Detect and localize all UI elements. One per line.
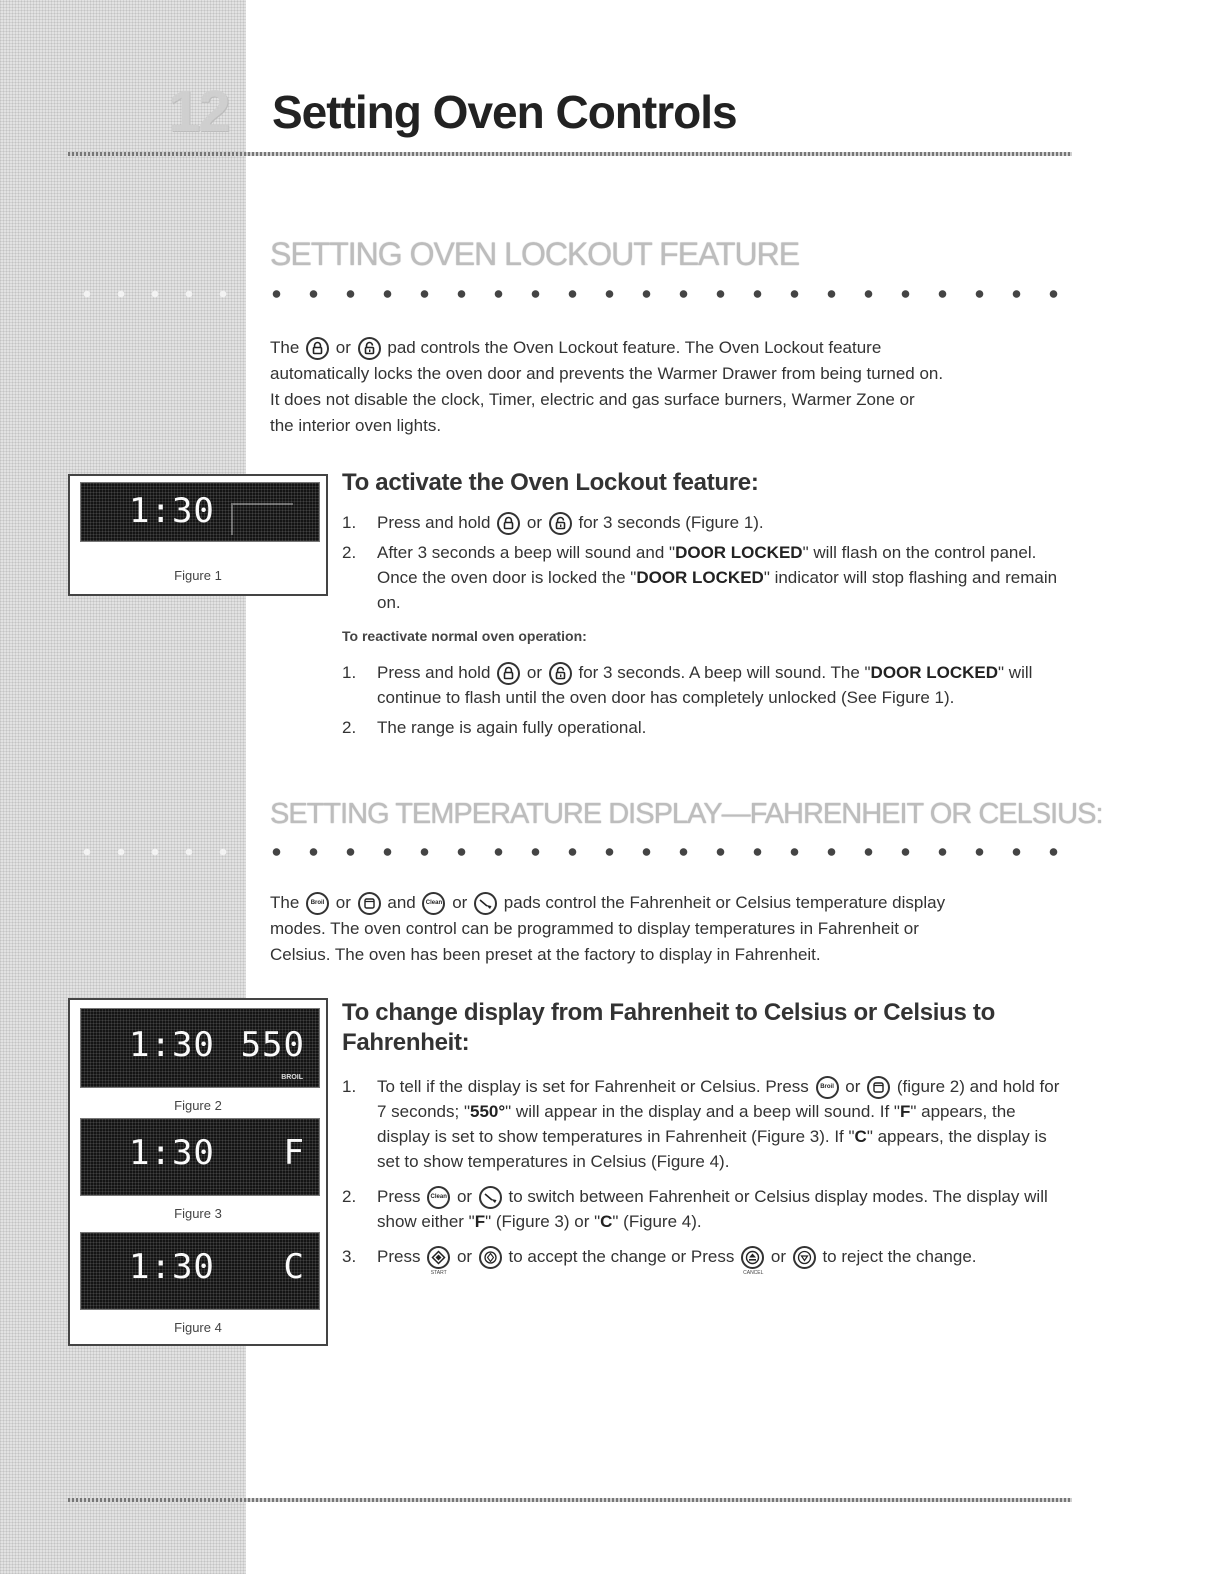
cancel-alt-pad-icon (793, 1246, 816, 1269)
lcd-temperature: 550 (240, 1025, 305, 1065)
lcd-display (80, 482, 320, 542)
temperature-intro: The Broil or and Clean or pads control the Fahrenheit or Celsius temperature display modes. The oven control can be programmed to display temperatures in Fahrenheit or Celsius. The oven has been preset at the factory to display in Fahrenheit. (270, 893, 946, 964)
change-display-steps (342, 1074, 1072, 1277)
side-divider-dots (70, 289, 240, 299)
reactivate-title: To reactivate normal oven operation: (342, 628, 587, 644)
figure-caption: Figure 3 (174, 1206, 222, 1221)
figure-caption: Figure 1 (174, 568, 222, 583)
lockout-intro: The or pad controls the Oven Lockout feature. The Oven Lockout feature automatically locks the oven door and prevents the Warmer Drawer from being turned on. It does not disable the clock, Timer, electric and gas surface burners, Warmer Zone or the interior oven lights. (270, 338, 944, 435)
self-clean-pad-icon (479, 1186, 502, 1209)
list-item: 2. The range is again fully operational. (342, 718, 647, 738)
start-pad-icon: START (427, 1246, 450, 1269)
list-item: 3. Press START or to accept the change or Press CANCEL or to reject the change. (342, 1247, 977, 1277)
unlock-pad-icon (549, 662, 572, 685)
section-heading-lockout: SETTING OVEN LOCKOUT FEATURE (270, 236, 800, 272)
lcd-display (80, 1232, 320, 1310)
lcd-unit: F (283, 1133, 305, 1173)
start-alt-pad-icon (479, 1246, 502, 1269)
broil-pad-icon: Broil (816, 1076, 839, 1099)
reactivate-steps (342, 660, 1072, 745)
lock-pad-icon (306, 337, 329, 360)
unlock-pad-icon (358, 337, 381, 360)
activate-title: To activate the Oven Lockout feature: (342, 469, 759, 496)
self-clean-pad-icon (474, 892, 497, 915)
figure-caption: Figure 2 (174, 1098, 222, 1113)
broil-element-pad-icon (867, 1076, 890, 1099)
page-number: 12 (168, 79, 229, 144)
lock-pad-icon (497, 512, 520, 535)
list-item: 1. To tell if the display is set for Fahrenheit or Celsius. Press Broil or (figure 2) and hold for 7 seconds; "550°" will appear in the display and a beep will sound. If "F" appears, the display is set to show temperatures in Fahrenheit (Figure 3). If "C" appears, the display is set to show temperatures in Celsius (Figure 4). (342, 1077, 1060, 1172)
list-item: 2. After 3 seconds a beep will sound and "DOOR LOCKED" will flash on the control panel. Once the oven door is locked the "DOOR LOCKED" indicator will stop flashing and remain on. (342, 543, 1058, 613)
header-rule (68, 152, 1072, 156)
change-display-title: To change display from Fahrenheit to Celsius or Celsius to Fahrenheit: (342, 999, 995, 1056)
lcd-time: 1:30 (129, 1025, 215, 1065)
list-item: 1. Press and hold or for 3 seconds (Figure 1). (342, 510, 1072, 535)
lcd-segment-mark (231, 503, 293, 535)
lcd-unit: C (283, 1247, 305, 1287)
side-divider-dots (70, 847, 240, 857)
lock-pad-icon (497, 662, 520, 685)
section-divider-dots (258, 846, 1072, 858)
clean-pad-icon: Clean (422, 892, 445, 915)
lcd-display (80, 1118, 320, 1196)
list-item: 1. Press and hold or for 3 seconds. A beep will sound. The "DOOR LOCKED" will continue to flash until the oven door has completely unlocked (See Figure 1). (342, 663, 1033, 708)
lcd-display (80, 1008, 320, 1088)
section-divider-dots (258, 288, 1072, 300)
figure-caption: Figure 4 (174, 1320, 222, 1335)
clean-pad-icon: Clean (427, 1186, 450, 1209)
lcd-time: 1:30 (129, 1247, 215, 1287)
section-heading-temperature: SETTING TEMPERATURE DISPLAY—FAHRENHEIT OR CELSIUS: (270, 798, 1103, 830)
lcd-time: 1:30 (129, 491, 215, 531)
figures-2-4 (68, 998, 328, 1346)
cancel-pad-icon: CANCEL (741, 1246, 764, 1269)
footer-rule (68, 1498, 1072, 1502)
broil-pad-icon: Broil (306, 892, 329, 915)
broil-element-pad-icon (358, 892, 381, 915)
lcd-mode-tag: BROIL (281, 1074, 303, 1081)
lcd-time: 1:30 (129, 1133, 215, 1173)
page-title: Setting Oven Controls (272, 86, 737, 138)
list-item: 2. Press Clean or to switch between Fahrenheit or Celsius display modes. The display will show either "F" (Figure 3) or "C" (Figure 4). (342, 1187, 1048, 1232)
figure-1 (68, 474, 328, 596)
activate-steps (342, 510, 1072, 620)
unlock-pad-icon (549, 512, 572, 535)
